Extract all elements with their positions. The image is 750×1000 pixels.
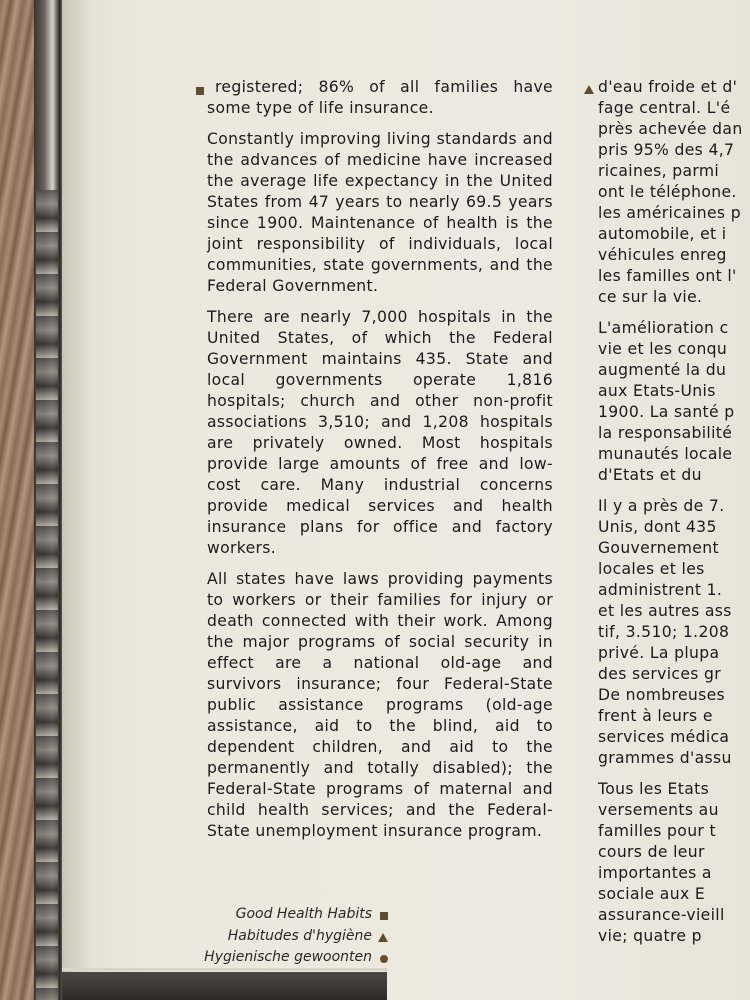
french-line: frent à leurs e (598, 707, 713, 725)
legend-dutch-label: Hygienische gewoonten (204, 949, 372, 965)
french-line: pris 95% des 4,7 (598, 141, 735, 159)
french-line: L'amélioration c (598, 319, 729, 337)
legend-english-label: Good Health Habits (235, 906, 372, 922)
french-line: tif, 3.510; 1.208 (598, 623, 730, 641)
french-line: près achevée dan (598, 120, 743, 138)
french-marker (584, 83, 594, 97)
french-line: privé. La plupa (598, 644, 720, 662)
legend-dutch (150, 949, 390, 970)
legend-french (150, 928, 390, 949)
french-line: des services gr (598, 665, 722, 683)
photo-frame-line (62, 968, 387, 971)
french-line: familles pour t (598, 822, 716, 840)
french-line: Gouvernement (598, 539, 719, 557)
english-paragraph-2: Constantly improving living standards and the advances of medicine have increased the average life expectancy in the United States from 47 years to nearly 69.5 years since 1900. Maintenance of health is the joint responsibility of individuals, local communities, state governments, and the Federal Government. (207, 130, 553, 295)
french-line: ricaines, parmi (598, 162, 720, 180)
french-line: d'Etats et du (598, 466, 702, 484)
french-line: Il y a près de 7. (598, 497, 725, 515)
french-line: et les autres ass (598, 602, 732, 620)
french-line: administrent 1. (598, 581, 723, 599)
english-marker (196, 84, 204, 98)
legend-french-label: Habitudes d'hygiène (227, 928, 372, 944)
french-line: De nombreuses (598, 686, 726, 704)
triangle-icon (378, 933, 388, 942)
french-line: ont le téléphone. (598, 183, 737, 201)
french-line: augmenté la du (598, 361, 727, 379)
french-line: les américaines p (598, 204, 741, 222)
circle-icon (380, 955, 388, 963)
french-line: véhicules enreg (598, 246, 727, 264)
english-paragraph-3: There are nearly 7,000 hospitals in the United States, of which the Federal Government maintains 435. State and local governments operate 1,816 hospitals; church and other non-profit associations 3,510; and 1,208 hospitals are privately owned. Most hospitals provide large amounts of free and low-cost care. Many industrial concerns provide medical services and health insurance plans for office and factory workers. (207, 308, 553, 557)
french-line: cours de leur (598, 843, 705, 861)
facing-page-photo-edge (36, 190, 58, 1000)
french-paragraph-gap (598, 308, 750, 318)
french-line: automobile, et i (598, 225, 727, 243)
french-line: grammes d'assu (598, 749, 732, 767)
french-line: locales et les (598, 560, 705, 578)
triangle-icon (584, 85, 594, 94)
french-line: sociale aux E (598, 885, 706, 903)
square-icon (196, 87, 204, 95)
french-line: importantes a (598, 864, 712, 882)
french-line: vie; quatre p (598, 927, 702, 945)
bottom-photo-strip (62, 972, 387, 1000)
french-line: ce sur la vie. (598, 288, 703, 306)
french-line: services médica (598, 728, 730, 746)
french-line: vie et les conqu (598, 340, 728, 358)
french-paragraph-gap (598, 486, 750, 496)
french-line: aux Etats-Unis (598, 382, 716, 400)
french-line: Tous les Etats (598, 780, 710, 798)
french-line: assurance-vieill (598, 906, 725, 924)
french-line: versements au (598, 801, 719, 819)
english-paragraph-4: All states have laws providing payments to workers or their families for injury or death connected with their work. Among the major programs of social security in effect are a national old-age and survivors insurance; four Federal-State public assistance programs (old-age assistance, aid to the blind, aid to dependent children, and aid to the permanently and totally disabled); the Federal-State programs of maternal and child health services; and the Federal-State unemployment insurance program. (207, 570, 553, 840)
english-paragraph-1: registered; 86% of all families have some type of life insurance. (207, 78, 553, 117)
french-line: la responsabilité (598, 424, 733, 442)
french-paragraph-gap (598, 769, 750, 779)
legend-english (150, 906, 390, 927)
french-line: d'eau froide et d' (598, 78, 738, 96)
french-line: les familles ont l' (598, 267, 737, 285)
english-column (207, 77, 553, 852)
french-line: munautés locale (598, 445, 733, 463)
french-line: Unis, dont 435 (598, 518, 717, 536)
french-line: fage central. L'é (598, 99, 731, 117)
french-column (598, 77, 750, 947)
french-line: 1900. La santé p (598, 403, 735, 421)
square-icon (380, 912, 388, 920)
